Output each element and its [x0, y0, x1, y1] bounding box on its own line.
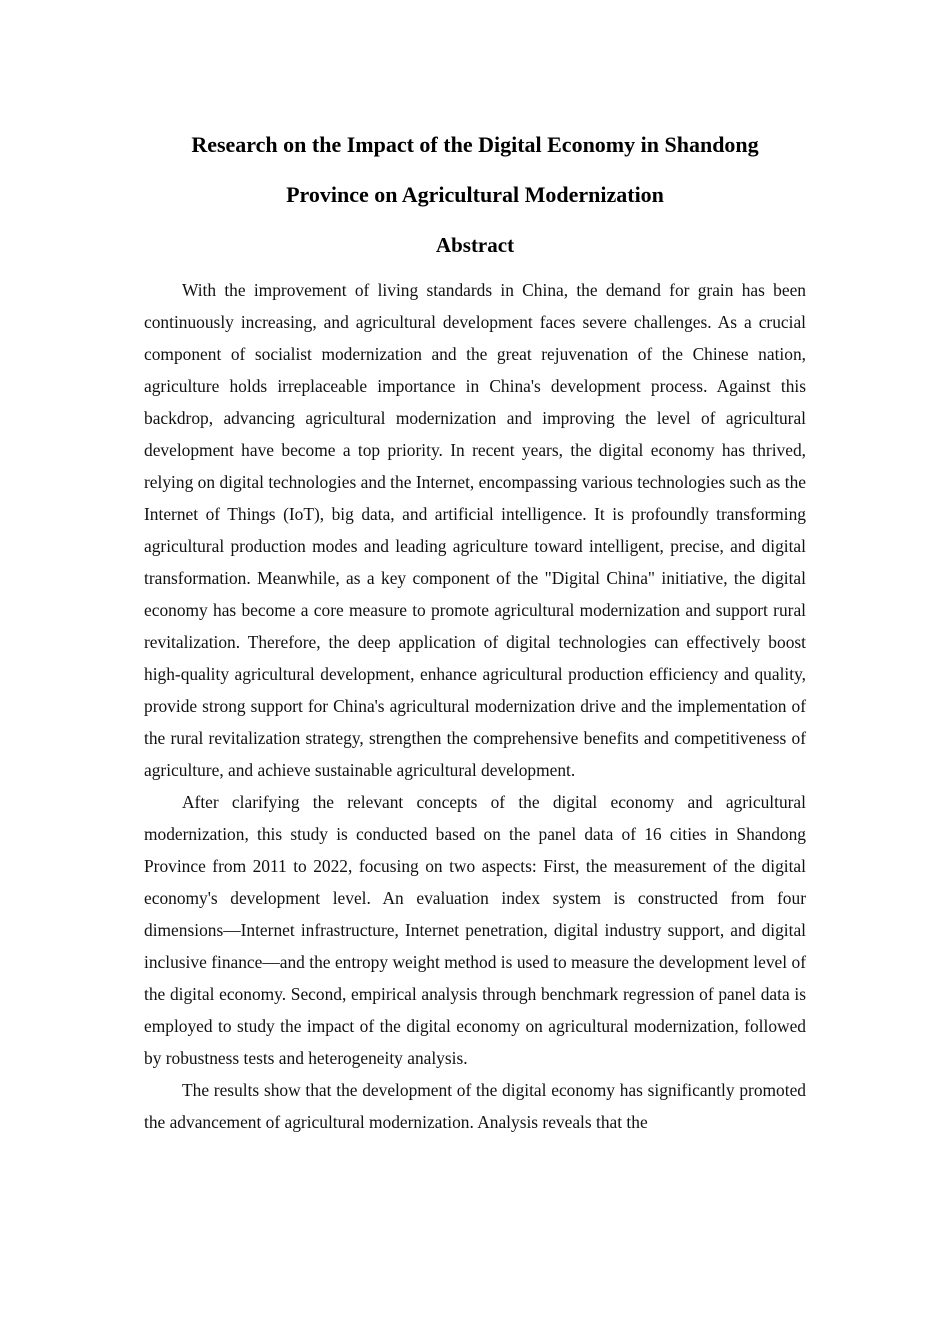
title-line-2: Province on Agricultural Modernization [286, 182, 664, 207]
title-line-1: Research on the Impact of the Digital Economy in Shandong [191, 132, 759, 157]
abstract-body [144, 274, 806, 1138]
abstract-paragraph-1: With the improvement of living standards in China, the demand for grain has been continuously increasing, and agricultural development faces severe challenges. As a crucial component of socialist modernization and the great rejuvenation of the Chinese nation, agriculture holds irreplaceable importance in China's development process. Against this backdrop, advancing agricultural modernization and improving the level of agricultural development have become a top priority. In recent years, the digital economy has thrived, relying on digital technologies and the Internet, encompassing various technologies such as the Internet of Things (IoT), big data, and artificial intelligence. It is profoundly transforming agricultural production modes and leading agriculture toward intelligent, precise, and digital transformation. Meanwhile, as a key component of the "Digital China" initiative, the digital economy has become a core measure to promote agricultural modernization and support rural revitalization. Therefore, the deep application of digital technologies can effectively boost high-quality agricultural development, enhance agricultural production efficiency and quality, provide strong support for China's agricultural modernization drive and the implementation of the rural revitalization strategy, strengthen the comprehensive benefits and competitiveness of agriculture, and achieve sustainable agricultural development. [144, 280, 806, 780]
abstract-heading: Abstract [435, 233, 515, 257]
abstract-paragraph-2: After clarifying the relevant concepts of the digital economy and agricultural modernization, this study is conducted based on the panel data of 16 cities in Shandong Province from 2011 to 2022, focusing on two aspects: First, the measurement of the digital economy's development level. An evaluation index system is constructed from four dimensions—Internet infrastructure, Internet penetration, digital industry support, and digital inclusive finance—and the entropy weight method is used to measure the development level of the digital economy. Second, empirical analysis through benchmark regression of panel data is employed to study the impact of the digital economy on agricultural modernization, followed by robustness tests and heterogeneity analysis. [144, 792, 806, 1068]
paper-title [144, 120, 806, 220]
paper-page [144, 120, 806, 1138]
abstract-paragraph-3: The results show that the development of the digital economy has significantly promoted the advancement of agricultural modernization. Analysis reveals that the [144, 1080, 806, 1132]
